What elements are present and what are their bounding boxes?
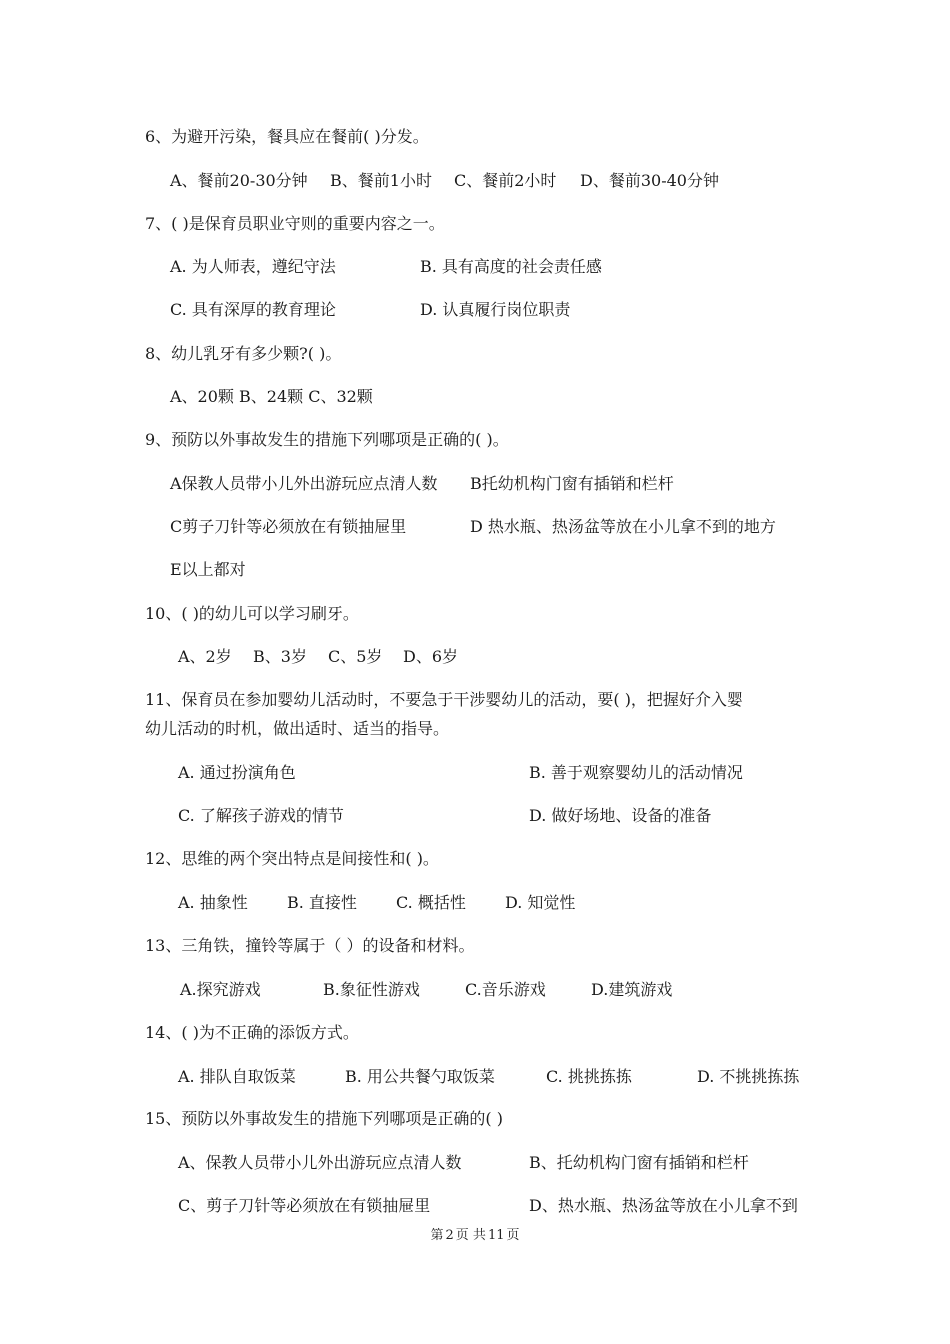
footer-suffix: 页 bbox=[506, 1228, 520, 1243]
question-7-option-a: A. 为人师表，遵纪守法 bbox=[170, 257, 336, 276]
question-14-option-a: A. 排队自取饭菜 bbox=[178, 1067, 296, 1086]
question-11-option-c: C. 了解孩子游戏的情节 bbox=[178, 806, 344, 825]
question-13-option-a: A.探究游戏 bbox=[180, 980, 261, 999]
footer-prefix: 第 bbox=[430, 1228, 444, 1243]
question-13-option-b: B.象征性游戏 bbox=[323, 980, 420, 999]
question-14-option-b: B. 用公共餐勺取饭菜 bbox=[345, 1067, 495, 1086]
question-11-option-a: A. 通过扮演角色 bbox=[178, 763, 296, 782]
question-9-option-d: D 热水瓶、热汤盆等放在小儿拿不到的地方 bbox=[470, 517, 776, 536]
question-11-option-b: B. 善于观察婴幼儿的活动情况 bbox=[529, 763, 743, 782]
question-13-option-c: C.音乐游戏 bbox=[465, 980, 546, 999]
question-14-stem: 14、( )为不正确的添饭方式。 bbox=[145, 1023, 359, 1042]
question-9-stem: 9、预防以外事故发生的措施下列哪项是正确的( )。 bbox=[145, 430, 509, 449]
question-6-option-c: C、餐前2小时 bbox=[454, 171, 557, 190]
question-13-option-d: D.建筑游戏 bbox=[591, 980, 673, 999]
question-9-option-e: E以上都对 bbox=[170, 560, 246, 579]
question-12-option-c: C. 概括性 bbox=[396, 893, 466, 912]
question-15-option-d: D、热水瓶、热汤盆等放在小儿拿不到 bbox=[529, 1196, 798, 1215]
footer-current-page: 2 bbox=[445, 1228, 454, 1243]
question-7-option-b: B. 具有高度的社会责任感 bbox=[420, 257, 602, 276]
footer-middle: 页 共 bbox=[455, 1228, 486, 1243]
question-6-option-d: D、餐前30-40分钟 bbox=[580, 171, 719, 190]
question-10-option-d: D、6岁 bbox=[403, 647, 459, 666]
question-10-option-c: C、5岁 bbox=[328, 647, 383, 666]
question-9-option-b: B托幼机构门窗有插销和栏杆 bbox=[470, 474, 674, 493]
question-15-option-c: C、剪子刀针等必须放在有锁抽屉里 bbox=[178, 1196, 431, 1215]
question-9-option-c: C剪子刀针等必须放在有锁抽屉里 bbox=[170, 517, 407, 536]
question-8-stem: 8、幼儿乳牙有多少颗?( )。 bbox=[145, 344, 342, 363]
question-14-option-c: C. 挑挑拣拣 bbox=[546, 1067, 632, 1086]
question-7-stem: 7、( )是保育员职业守则的重要内容之一。 bbox=[145, 214, 445, 233]
question-12-stem: 12、思维的两个突出特点是间接性和( )。 bbox=[145, 849, 439, 868]
question-11-option-d: D. 做好场地、设备的准备 bbox=[529, 806, 712, 825]
question-6-stem: 6、为避开污染，餐具应在餐前( )分发。 bbox=[145, 127, 429, 146]
question-6-option-a: A、餐前20-30分钟 bbox=[170, 171, 308, 190]
question-8-options: A、20颗 B、24颗 C、32颗 bbox=[170, 387, 373, 406]
question-11-stem-line-1: 11、保育员在参加婴幼儿活动时，不要急于干涉婴幼儿的活动，要( )，把握好介入婴 bbox=[145, 690, 743, 709]
question-15-option-b: B、托幼机构门窗有插销和栏杆 bbox=[529, 1153, 749, 1172]
footer-total-pages: 11 bbox=[487, 1228, 505, 1243]
question-10-stem: 10、( )的幼儿可以学习刷牙。 bbox=[145, 604, 359, 623]
question-7-option-d: D. 认真履行岗位职责 bbox=[420, 300, 571, 319]
question-6-option-b: B、餐前1小时 bbox=[330, 171, 432, 190]
question-15-stem: 15、预防以外事故发生的措施下列哪项是正确的( ) bbox=[145, 1109, 503, 1128]
question-12-option-b: B. 直接性 bbox=[287, 893, 357, 912]
page-footer bbox=[0, 1227, 950, 1245]
question-15-option-a: A、保教人员带小儿外出游玩应点清人数 bbox=[178, 1153, 462, 1172]
question-12-option-a: A. 抽象性 bbox=[178, 893, 248, 912]
question-13-stem: 13、三角铁，撞铃等属于（ ）的设备和材料。 bbox=[145, 936, 475, 955]
question-10-option-b: B、3岁 bbox=[253, 647, 307, 666]
question-14-option-d: D. 不挑挑拣拣 bbox=[697, 1067, 800, 1086]
question-7-option-c: C. 具有深厚的教育理论 bbox=[170, 300, 336, 319]
question-11-stem-line-2: 幼儿活动的时机，做出适时、适当的指导。 bbox=[145, 719, 450, 738]
question-12-option-d: D. 知觉性 bbox=[505, 893, 576, 912]
question-9-option-a: A保教人员带小儿外出游玩应点清人数 bbox=[170, 474, 438, 493]
question-10-option-a: A、2岁 bbox=[178, 647, 232, 666]
